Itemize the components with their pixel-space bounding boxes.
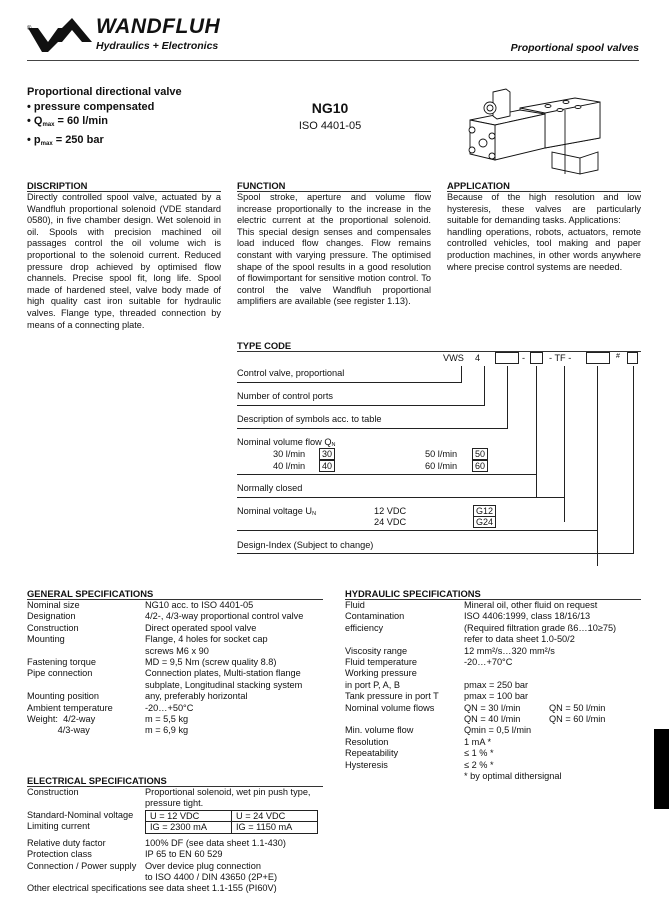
voltage-option-label: 12 VDC — [374, 506, 407, 516]
spec-row — [27, 725, 303, 736]
spec-row — [27, 691, 303, 702]
spec-key: Connection / Power supply — [27, 860, 137, 871]
flow-option-label: 60 l/min — [425, 461, 458, 471]
spec-key: Repeatability — [345, 748, 399, 759]
brand-name: WANDFLUH — [96, 15, 221, 38]
product-title: Proportional directional valve — [27, 86, 182, 98]
spec-row — [345, 680, 616, 691]
spec-key — [27, 872, 145, 883]
section-title: GENERAL SPECIFICATIONS — [27, 588, 323, 600]
spec-row — [345, 611, 616, 622]
bullet-pmax — [27, 133, 182, 152]
code-slot-design-index — [627, 352, 638, 364]
electrical-spec-table — [27, 787, 318, 883]
spec-key: Fastening torque — [27, 657, 96, 668]
register-tab-marker — [654, 729, 669, 809]
spec-key — [27, 810, 145, 838]
spec-row — [345, 668, 616, 679]
bullet-value: = 60 l/min — [54, 115, 108, 127]
spec-value: -20…+70°C — [464, 657, 513, 668]
spec-row — [345, 737, 616, 748]
hydraulic-spec-table — [345, 600, 616, 783]
row-control-valve: Control valve, proportional — [237, 368, 345, 378]
spec-key: Construction — [27, 787, 79, 797]
code-prefix: VWS — [443, 353, 464, 363]
spec-row — [27, 668, 303, 679]
spec-key: Tank pressure in port T — [345, 691, 439, 702]
spec-key: Working pressure — [345, 668, 417, 679]
spec-key: in port P, A, B — [345, 679, 400, 690]
electrical-specifications — [27, 775, 323, 895]
spec-row — [27, 680, 303, 691]
section-title: APPLICATION — [447, 180, 641, 192]
spec-value: IP 65 to EN 60 529 — [145, 849, 223, 860]
spec-value: refer to data sheet 1.0-50/2 — [464, 634, 575, 645]
spec-key: efficiency — [345, 622, 384, 633]
spec-value: Direct operated spool valve — [145, 622, 257, 633]
spec-key: Protection class — [27, 849, 92, 860]
application-text: handling operations, robots, actuators, remote controlled vehicles, tool making and paper production machines, in other words anywhere where precise control systems are needed. — [447, 226, 641, 272]
header-divider — [305, 60, 639, 61]
spec-value: m = 5,5 kg — [145, 714, 189, 725]
spec-row — [27, 849, 318, 860]
spec-row — [345, 748, 616, 759]
spec-value: m = 6,9 kg — [145, 725, 189, 736]
spec-row — [345, 725, 616, 736]
row-flow-label — [237, 437, 335, 448]
spec-value: Proportional solenoid, wet pin push type, — [145, 787, 311, 797]
spec-value — [464, 668, 616, 679]
bullet-value: = 250 bar — [52, 133, 104, 146]
flow-option-code: 30 — [319, 448, 335, 460]
voltage-option-code: G24 — [473, 516, 496, 528]
voltage-option-code: G12 — [473, 505, 496, 517]
brand-subtitle: Hydraulics + Electronics — [96, 40, 219, 52]
current-key: Limiting current — [27, 821, 90, 832]
spec-value: 1 mA * — [464, 736, 492, 747]
row-num-ports: Number of control ports — [237, 391, 333, 401]
model-number: NG10 — [311, 100, 349, 116]
spec-value: Connection plates, Multi-station flange — [145, 668, 301, 679]
spec-value: pmax = 100 bar — [464, 691, 529, 702]
iso-standard: ISO 4401-05 — [298, 120, 362, 132]
spec-value: QN = 50 l/min — [549, 702, 606, 713]
spec-value: QN = 30 l/min — [464, 702, 521, 713]
spec-value: pressure tight. — [145, 798, 204, 809]
spec-value: pmax = 250 bar — [464, 679, 529, 690]
section-title: ELECTRICAL SPECIFICATIONS — [27, 775, 323, 787]
spec-row — [27, 838, 318, 849]
spec-key: Contamination — [345, 611, 405, 622]
flow-label-subscript: N — [331, 442, 336, 448]
code-hash: # — [616, 353, 620, 360]
spec-value: QN = 40 l/min — [464, 714, 521, 725]
spec-value: MD = 9,5 Nm (screw quality 8.8) — [145, 657, 277, 668]
function-text: Spool stroke, aperture and volume flow increase proportionally to the increase in the electric current at the proportional solenoid. This special design senses and compensales load induced flow changes. Flow remains constant with varying pressure. The optimised shape of the spool results in a good resolution of flowimportant for sensitive motion control. To control the valve Wandfluh proportional amplifiers are available (see register 1.13). — [237, 192, 431, 307]
registered-mark: ® — [27, 26, 32, 32]
spec-value: NG10 acc. to ISO 4401-05 — [145, 600, 254, 610]
row-symbols: Description of symbols acc. to table — [237, 414, 382, 424]
application-text: Because of the high resolution and low hysteresis, these valves are particularly suitable for demanding tasks. Applications: — [447, 192, 641, 226]
bullet-symbol: • Q — [27, 115, 43, 127]
electrical-footer: Other electrical specifications see data sheet 1.1-155 (PI60V) — [27, 883, 277, 894]
product-headline — [27, 85, 182, 151]
bullet-qmax — [27, 114, 182, 133]
spec-key: Nominal volume flows — [345, 702, 435, 713]
spec-key: Resolution — [345, 736, 389, 747]
spec-value: any, preferably horizontal — [145, 691, 248, 702]
spec-value: 12 mm²/s…320 mm²/s — [464, 645, 555, 656]
grid-cell: U = 12 VDC — [146, 810, 232, 822]
code-ports: 4 — [475, 353, 481, 363]
spec-value: ≤ 2 % * — [464, 759, 494, 770]
header-divider — [27, 60, 305, 61]
spec-key: 4/3-way — [27, 725, 90, 736]
flow-option-code: 50 — [472, 448, 488, 460]
spec-row — [345, 600, 616, 611]
spec-row — [345, 623, 616, 634]
section-title: HYDRAULIC SPECIFICATIONS — [345, 588, 641, 600]
code-slot-symbol — [495, 352, 519, 364]
spec-key: Fluid — [345, 600, 365, 610]
function-section — [237, 180, 431, 308]
section-title: DISCRIPTION — [27, 180, 221, 192]
spec-value: Over device plug connection — [145, 860, 261, 871]
spec-key: Mounting — [27, 634, 65, 645]
voltage-current-grid — [145, 810, 318, 834]
row-design-index: Design-Index (Subject to change) — [237, 540, 374, 550]
spec-key: Construction — [27, 622, 79, 633]
spec-row — [345, 634, 616, 645]
bullet-subscript: max — [42, 122, 55, 128]
spec-value: (Required filtration grade ß6…10≥75) — [464, 622, 617, 633]
grid-cell: IG = 1150 mA — [232, 822, 318, 834]
spec-key — [345, 714, 464, 725]
grid-cell: U = 24 VDC — [232, 810, 318, 822]
spec-value: Qmin = 0,5 l/min — [464, 725, 532, 736]
spec-row — [27, 646, 303, 657]
spec-row — [345, 714, 616, 725]
spec-key — [345, 634, 464, 645]
application-section — [447, 180, 641, 273]
description-text: Directly controlled spool valve, actuated by a Wandfluh proportional solenoid (VDE standard 0580), in five chamber design. Wet solenoid in oil. Spools with precision machined oil passages control the oil volume wich is proportional to the solenoid current. Reduced pressure drop achieved by optimised flow channels. Precise spool fit, long life. Spool made of hardened steel, valve body made of high quality cast iron suitable for hydraulic valves. Flange type, threaded connection by means of a connecting plate. — [27, 192, 221, 330]
bullet-symbol: • p — [27, 133, 41, 146]
spec-row — [345, 771, 616, 782]
flow-option-code: 60 — [472, 460, 488, 472]
spec-value: Flange, 4 holes for socket cap — [145, 634, 268, 645]
spec-value: -20…+50°C — [145, 702, 194, 713]
spec-key — [27, 680, 145, 691]
spec-row — [345, 646, 616, 657]
spec-row — [27, 623, 303, 634]
bullet-pressure-compensated: • pressure compensated — [27, 100, 155, 113]
spec-key: Nominal size — [27, 600, 80, 610]
category-title: Proportional spool valves — [510, 42, 639, 54]
code-slot-flow — [530, 352, 543, 364]
code-slot-voltage — [586, 352, 610, 364]
spec-key: Pipe connection — [27, 668, 93, 679]
spec-key: Viscosity range — [345, 645, 408, 656]
voltage-label-text: Nominal voltage U — [237, 506, 313, 516]
spec-value: to ISO 4400 / DIN 43650 (2P+E) — [145, 872, 278, 883]
grid-cell: IG = 2300 mA — [146, 822, 232, 834]
spec-value: ≤ 1 % * — [464, 748, 494, 759]
spec-value: subplate, Longitudinal stacking system — [145, 679, 303, 690]
row-normally-closed: Normally closed — [237, 483, 303, 493]
spec-row — [27, 714, 303, 725]
flow-option-code: 40 — [319, 460, 335, 472]
spec-row — [27, 872, 318, 883]
wandfluh-logo-icon — [28, 18, 92, 52]
section-title: FUNCTION — [237, 180, 431, 192]
voltage-key: Standard-Nominal voltage — [27, 809, 134, 820]
spec-key — [345, 771, 464, 782]
spec-key: Fluid temperature — [345, 657, 418, 668]
flow-option-label: 30 l/min — [273, 449, 306, 459]
general-specifications — [27, 588, 323, 737]
spec-row — [27, 703, 303, 714]
spec-row — [345, 703, 616, 714]
flow-option-label: 50 l/min — [425, 449, 458, 459]
spec-row — [27, 798, 318, 809]
spec-key: Hysteresis — [345, 759, 388, 770]
spec-value: QN = 60 l/min — [549, 714, 606, 725]
spec-row — [27, 611, 303, 622]
spec-key: Ambient temperature — [27, 702, 113, 713]
spec-value: 100% DF (see data sheet 1.1-430) — [145, 837, 286, 848]
spec-value: Mineral oil, other fluid on request — [464, 600, 598, 610]
spec-key — [27, 646, 145, 657]
spec-row — [345, 691, 616, 702]
description-section — [27, 180, 221, 331]
spec-value: screws M6 x 90 — [145, 645, 209, 656]
spec-key: Min. volume flow — [345, 725, 414, 736]
spec-key: Mounting position — [27, 691, 100, 702]
spec-row — [27, 657, 303, 668]
spec-row — [27, 810, 318, 838]
spec-row — [27, 634, 303, 645]
hydraulic-specifications — [345, 588, 641, 783]
spec-row — [27, 787, 318, 798]
code-separator: - — [522, 353, 526, 363]
spec-key: Designation — [27, 611, 76, 622]
spec-row — [345, 760, 616, 771]
bullet-subscript: max — [40, 140, 53, 147]
row-voltage-label — [237, 506, 316, 517]
section-title: TYPE CODE — [237, 340, 641, 352]
general-spec-table — [27, 600, 303, 737]
valve-illustration-icon — [460, 78, 620, 178]
type-code-diagram — [237, 340, 641, 555]
voltage-option-label: 24 VDC — [374, 517, 407, 527]
voltage-label-subscript: N — [312, 511, 317, 517]
spec-value: ISO 4406:1999, class 18/16/13 — [464, 611, 591, 622]
spec-key: Relative duty factor — [27, 837, 106, 848]
flow-option-label: 40 l/min — [273, 461, 306, 471]
spec-value: 4/2-, 4/3-way proportional control valve — [145, 611, 304, 622]
spec-row — [345, 657, 616, 668]
spec-key: Weight: 4/2-way — [27, 714, 96, 725]
spec-row — [27, 600, 303, 611]
spec-value: * by optimal dithersignal — [464, 771, 562, 782]
spec-row — [27, 861, 318, 872]
flow-label-text: Nominal volume flow Q — [237, 437, 332, 447]
code-separator: - TF - — [549, 353, 572, 363]
